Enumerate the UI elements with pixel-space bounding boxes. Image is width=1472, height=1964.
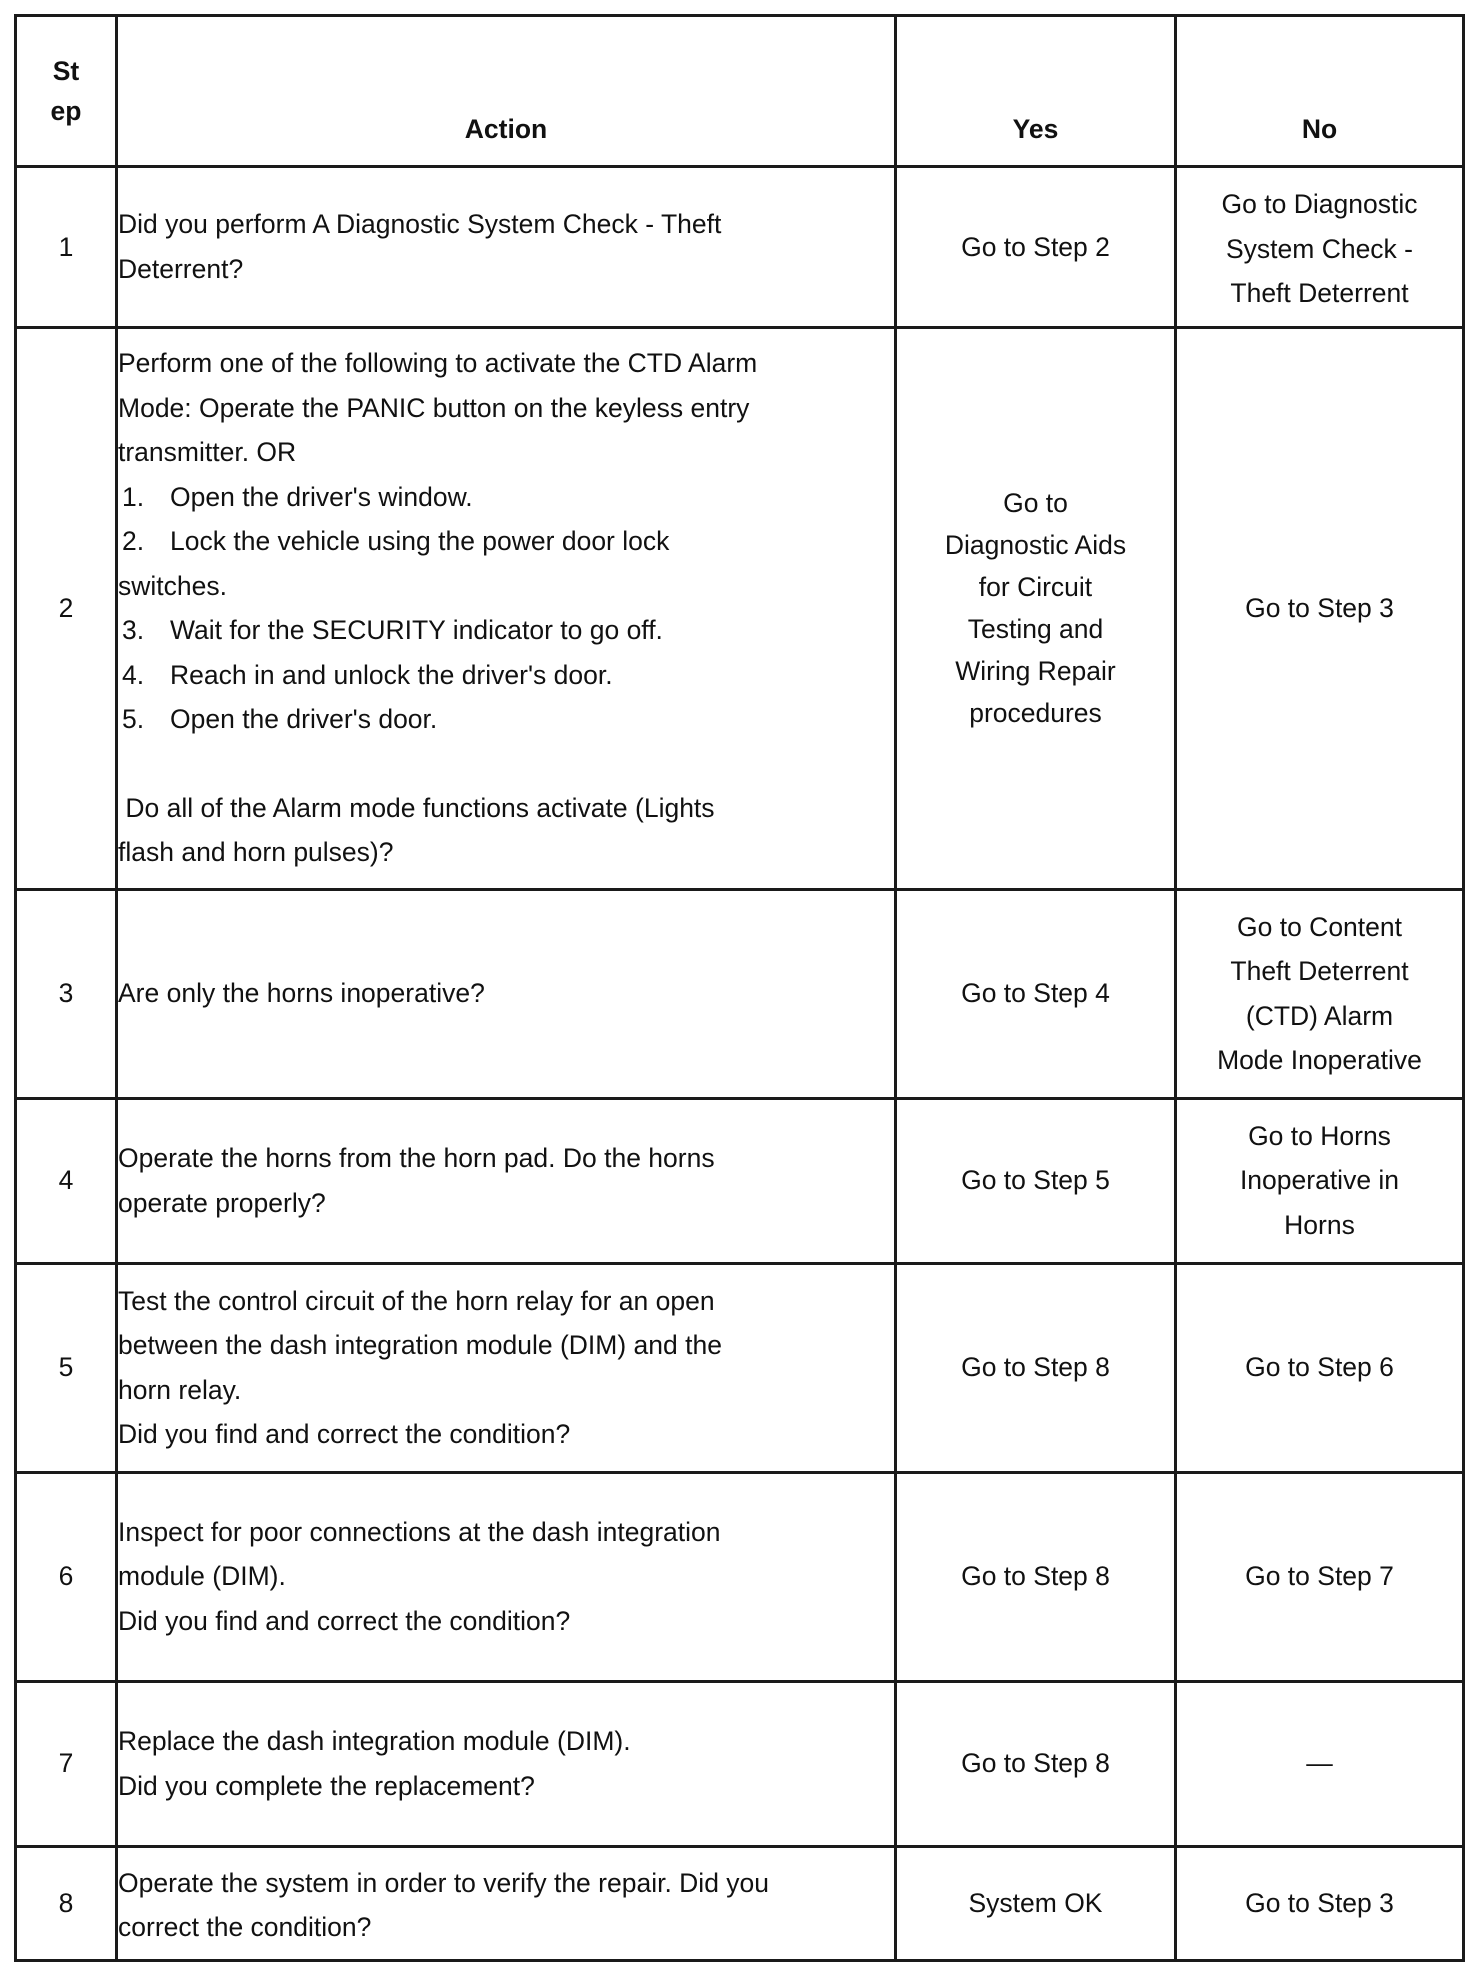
no-header: No — [1176, 16, 1464, 167]
action-line: between the dash integration module (DIM) and the — [118, 1330, 722, 1360]
no-line: Horns — [1284, 1209, 1355, 1240]
no-line: Go to Horns — [1248, 1120, 1391, 1151]
list-item-number: 1. — [122, 481, 145, 512]
action-line: transmitter. OR — [118, 437, 297, 468]
action-line: Perform one of the following to activate the CTD Alarm — [118, 348, 758, 379]
yes-cell: Go to Step 2 — [896, 167, 1176, 328]
action-cell — [117, 1472, 896, 1681]
action-header: Action — [117, 16, 896, 167]
step-header-line1: St — [52, 56, 80, 86]
list-item-number: 3. — [122, 615, 145, 646]
no-line: Mode Inoperative — [1217, 1045, 1422, 1075]
list-item-number: 5. — [122, 704, 145, 735]
table-row — [16, 327, 1464, 889]
list-item-text: Reach in and unlock the driver's door. — [170, 659, 613, 690]
diagnostic-table — [14, 14, 1465, 1962]
no-cell: Go to Step 3 — [1176, 1846, 1464, 1960]
list-item — [118, 475, 894, 520]
action-line: Did you find and correct the condition? — [118, 1605, 571, 1636]
yes-line: for Circuit — [978, 572, 1093, 602]
yes-line: Wiring Repair — [955, 656, 1116, 686]
action-line: correct the condition? — [118, 1912, 372, 1942]
yes-cell: Go to Step 5 — [896, 1098, 1176, 1263]
list-item-text: Lock the vehicle using the power door lock — [170, 526, 670, 557]
blank-line — [118, 742, 894, 786]
table-row — [16, 1098, 1464, 1263]
step-number: 8 — [16, 1846, 117, 1960]
step-number: 4 — [16, 1098, 117, 1263]
list-item — [118, 697, 894, 742]
action-line: Deterrent? — [118, 253, 244, 284]
no-line: System Check - — [1225, 233, 1413, 264]
action-line: module (DIM). — [118, 1561, 286, 1592]
action-line: Do all of the Alarm mode functions activate (Lights — [118, 792, 715, 823]
list-item — [118, 653, 894, 698]
action-line: Operate the system in order to verify the repair. Did you — [118, 1867, 770, 1898]
table-row — [16, 889, 1464, 1098]
yes-line: Go to — [1003, 488, 1068, 518]
list-item-text: switches. — [118, 570, 227, 601]
action-cell — [117, 167, 896, 328]
no-cell — [1176, 167, 1464, 328]
table-row — [16, 1472, 1464, 1681]
list-item — [118, 608, 894, 653]
yes-cell: Go to Step 8 — [896, 1263, 1176, 1472]
header-row — [16, 16, 1464, 167]
yes-header: Yes — [896, 16, 1176, 167]
list-item-text: Open the driver's window. — [170, 481, 473, 512]
action-line: Operate the horns from the horn pad. Do the horns — [118, 1143, 715, 1173]
action-line: horn relay. — [118, 1374, 242, 1405]
yes-line: Diagnostic Aids — [944, 530, 1127, 560]
no-cell: — — [1176, 1681, 1464, 1846]
action-cell — [117, 1846, 896, 1960]
action-line: Mode: Operate the PANIC button on the keyless entry — [118, 392, 750, 423]
yes-cell: Go to Step 8 — [896, 1472, 1176, 1681]
list-item-number: 4. — [122, 659, 145, 690]
table-row — [16, 1681, 1464, 1846]
table-row — [16, 167, 1464, 328]
action-line: Are only the horns inoperative? — [118, 978, 485, 1009]
action-cell — [117, 1263, 896, 1472]
action-cell — [117, 327, 896, 889]
no-line: Inoperative in — [1239, 1165, 1400, 1195]
list-item-text: Wait for the SECURITY indicator to go off. — [170, 615, 663, 646]
step-number: 7 — [16, 1681, 117, 1846]
step-number: 3 — [16, 889, 117, 1098]
list-item-continuation — [118, 564, 894, 609]
action-line: Did you find and correct the condition? — [118, 1419, 571, 1449]
action-cell — [117, 1681, 896, 1846]
yes-cell: Go to Step 8 — [896, 1681, 1176, 1846]
no-cell — [1176, 889, 1464, 1098]
action-line: Test the control circuit of the horn relay for an open — [118, 1285, 715, 1316]
action-cell — [117, 1098, 896, 1263]
no-line: Go to Diagnostic — [1221, 189, 1418, 219]
procedure-list — [118, 475, 894, 742]
yes-line: Testing and — [967, 614, 1104, 644]
action-line: Replace the dash integration module (DIM). — [118, 1726, 631, 1756]
table-row — [16, 1846, 1464, 1960]
action-line: operate properly? — [118, 1187, 326, 1218]
yes-line: procedures — [969, 698, 1102, 728]
action-line: Inspect for poor connections at the dash integration — [118, 1516, 721, 1547]
table-row — [16, 1263, 1464, 1472]
yes-cell — [896, 327, 1176, 889]
list-item-text: Open the driver's door. — [170, 704, 438, 735]
no-cell: Go to Step 7 — [1176, 1472, 1464, 1681]
action-line: flash and horn pulses)? — [118, 837, 394, 868]
list-item — [118, 519, 894, 564]
list-item-number: 2. — [122, 526, 145, 557]
step-header — [16, 16, 117, 167]
no-line: (CTD) Alarm — [1245, 1000, 1394, 1031]
no-cell: Go to Step 3 — [1176, 327, 1464, 889]
step-number: 5 — [16, 1263, 117, 1472]
no-line: Theft Deterrent — [1230, 278, 1409, 308]
no-cell: Go to Step 6 — [1176, 1263, 1464, 1472]
no-line: Go to Content — [1237, 911, 1402, 942]
step-header-line2: ep — [50, 96, 82, 126]
step-number: 6 — [16, 1472, 117, 1681]
action-line: Did you complete the replacement? — [118, 1770, 535, 1801]
yes-cell: Go to Step 4 — [896, 889, 1176, 1098]
action-line: Did you perform A Diagnostic System Check - Theft — [118, 209, 722, 240]
yes-cell: System OK — [896, 1846, 1176, 1960]
action-cell — [117, 889, 896, 1098]
no-cell — [1176, 1098, 1464, 1263]
step-number: 2 — [16, 327, 117, 889]
step-number: 1 — [16, 167, 117, 328]
no-line: Theft Deterrent — [1230, 956, 1409, 986]
